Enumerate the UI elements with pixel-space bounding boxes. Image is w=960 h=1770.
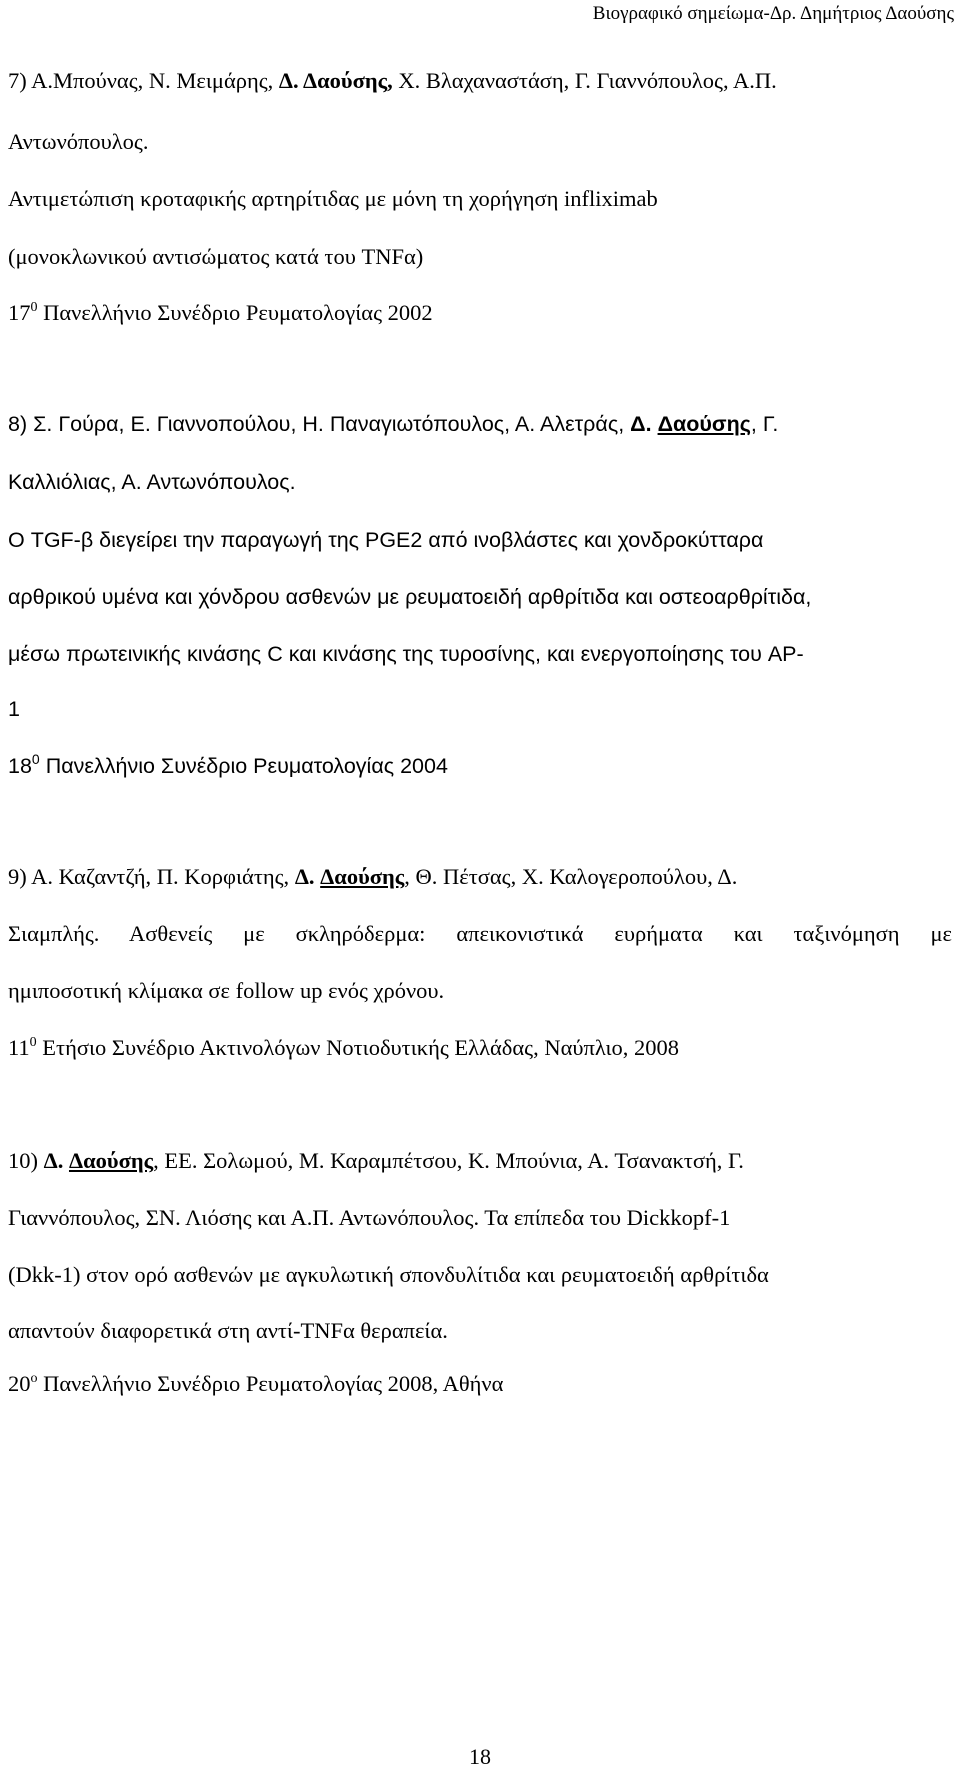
entry-7-conference: $17^0$ Πανελλήνιο Συνέδριο Ρευματολογίας 2002 bbox=[8, 300, 433, 325]
entry-10-conference: $20^o$ Πανελλήνιο Συνέδριο Ρευματολογίας 2008, Αθήνα bbox=[8, 1371, 504, 1396]
entry-7-authors-cont: Αντωνόπουλος. bbox=[8, 129, 149, 154]
entry-8-title-cont-2: μέσω πρωτεινικής κινάσης C και κινάσης της τυροσίνης, και ενεργοποίησης του AP- bbox=[8, 642, 804, 666]
page-header: Βιογραφικό σημείωμα-Δρ. Δημήτριος Δαούσης bbox=[592, 3, 954, 24]
entry-10-authors: 10) Δ. Δαούσης, ΕΕ. Σολωμού, Μ. Καραμπέτσου, Κ. Μπούνια, Α. Τσανακτσή, Γ. bbox=[8, 1148, 744, 1173]
page-number: 18 bbox=[469, 1744, 491, 1769]
entry-8-title-cont-1: αρθρικού υμένα και χόνδρου ασθενών με ρευματοειδή αρθρίτιδα και οστεοαρθρίτιδα, bbox=[8, 585, 812, 609]
entry-8-authors: 8) Σ. Γούρα, Ε. Γιαννοπούλου, Η. Παναγιωτόπουλος, Α. Αλετράς, Δ. Δαούσης, Γ. bbox=[8, 412, 779, 436]
entry-9-title-cont: ημιποσοτική κλίμακα σε follow up ενός χρόνου. bbox=[8, 978, 445, 1003]
entry-7-authors: 7) Α.Μπούνας, Ν. Μειμάρης, Δ. Δαούσης, Χ. Βλαχαναστάση, Γ. Γιαννόπουλος, Α.Π. bbox=[8, 68, 777, 93]
entry-10-title-cont: απαντούν διαφορετικά στη αντί-TNFα θεραπεία. bbox=[8, 1318, 448, 1343]
entry-8-authors-cont: Καλλιόλιας, Α. Αντωνόπουλος. bbox=[8, 470, 296, 494]
entry-9-title: Σιαμπλής. Ασθενείς με σκληρόδερμα: απεικονιστικά ευρήματα και ταξινόμηση με bbox=[8, 921, 952, 946]
entry-10-authors-cont: Γιαννόπουλος, ΣΝ. Λιόσης και Α.Π. Αντωνόπουλος. Τα επίπεδα του Dickkopf-1 bbox=[8, 1205, 731, 1230]
entry-9-conference: $11^0$ Ετήσιο Συνέδριο Ακτινολόγων Νοτιοδυτικής Ελλάδας, Ναύπλιο, 2008 bbox=[8, 1035, 680, 1060]
entry-8-title-cont-3: 1 bbox=[8, 697, 20, 721]
entry-9-authors: 9) Α. Καζαντζή, Π. Κορφιάτης, Δ. Δαούσης, Θ. Πέτσας, Χ. Καλογεροπούλου, Δ. bbox=[8, 864, 738, 889]
entry-8-title: Ο TGF-β διεγείρει την παραγωγή της PGE2 από ινοβλάστες και χονδροκύτταρα bbox=[8, 528, 764, 552]
entry-10-title: (Dkk-1) στον ορό ασθενών με αγκυλωτική σπονδυλίτιδα και ρευματοειδή αρθρίτιδα bbox=[8, 1262, 769, 1287]
entry-7-title-cont: (μονοκλωνικού αντισώματος κατά του TNFα) bbox=[8, 244, 424, 269]
entry-8-conference: $18^0$ Πανελλήνιο Συνέδριο Ρευματολογίας 2004 bbox=[8, 751, 448, 778]
entry-7-title: Αντιμετώπιση κροταφικής αρτηρίτιδας με μόνη τη χορήγηση infliximab bbox=[8, 186, 658, 211]
